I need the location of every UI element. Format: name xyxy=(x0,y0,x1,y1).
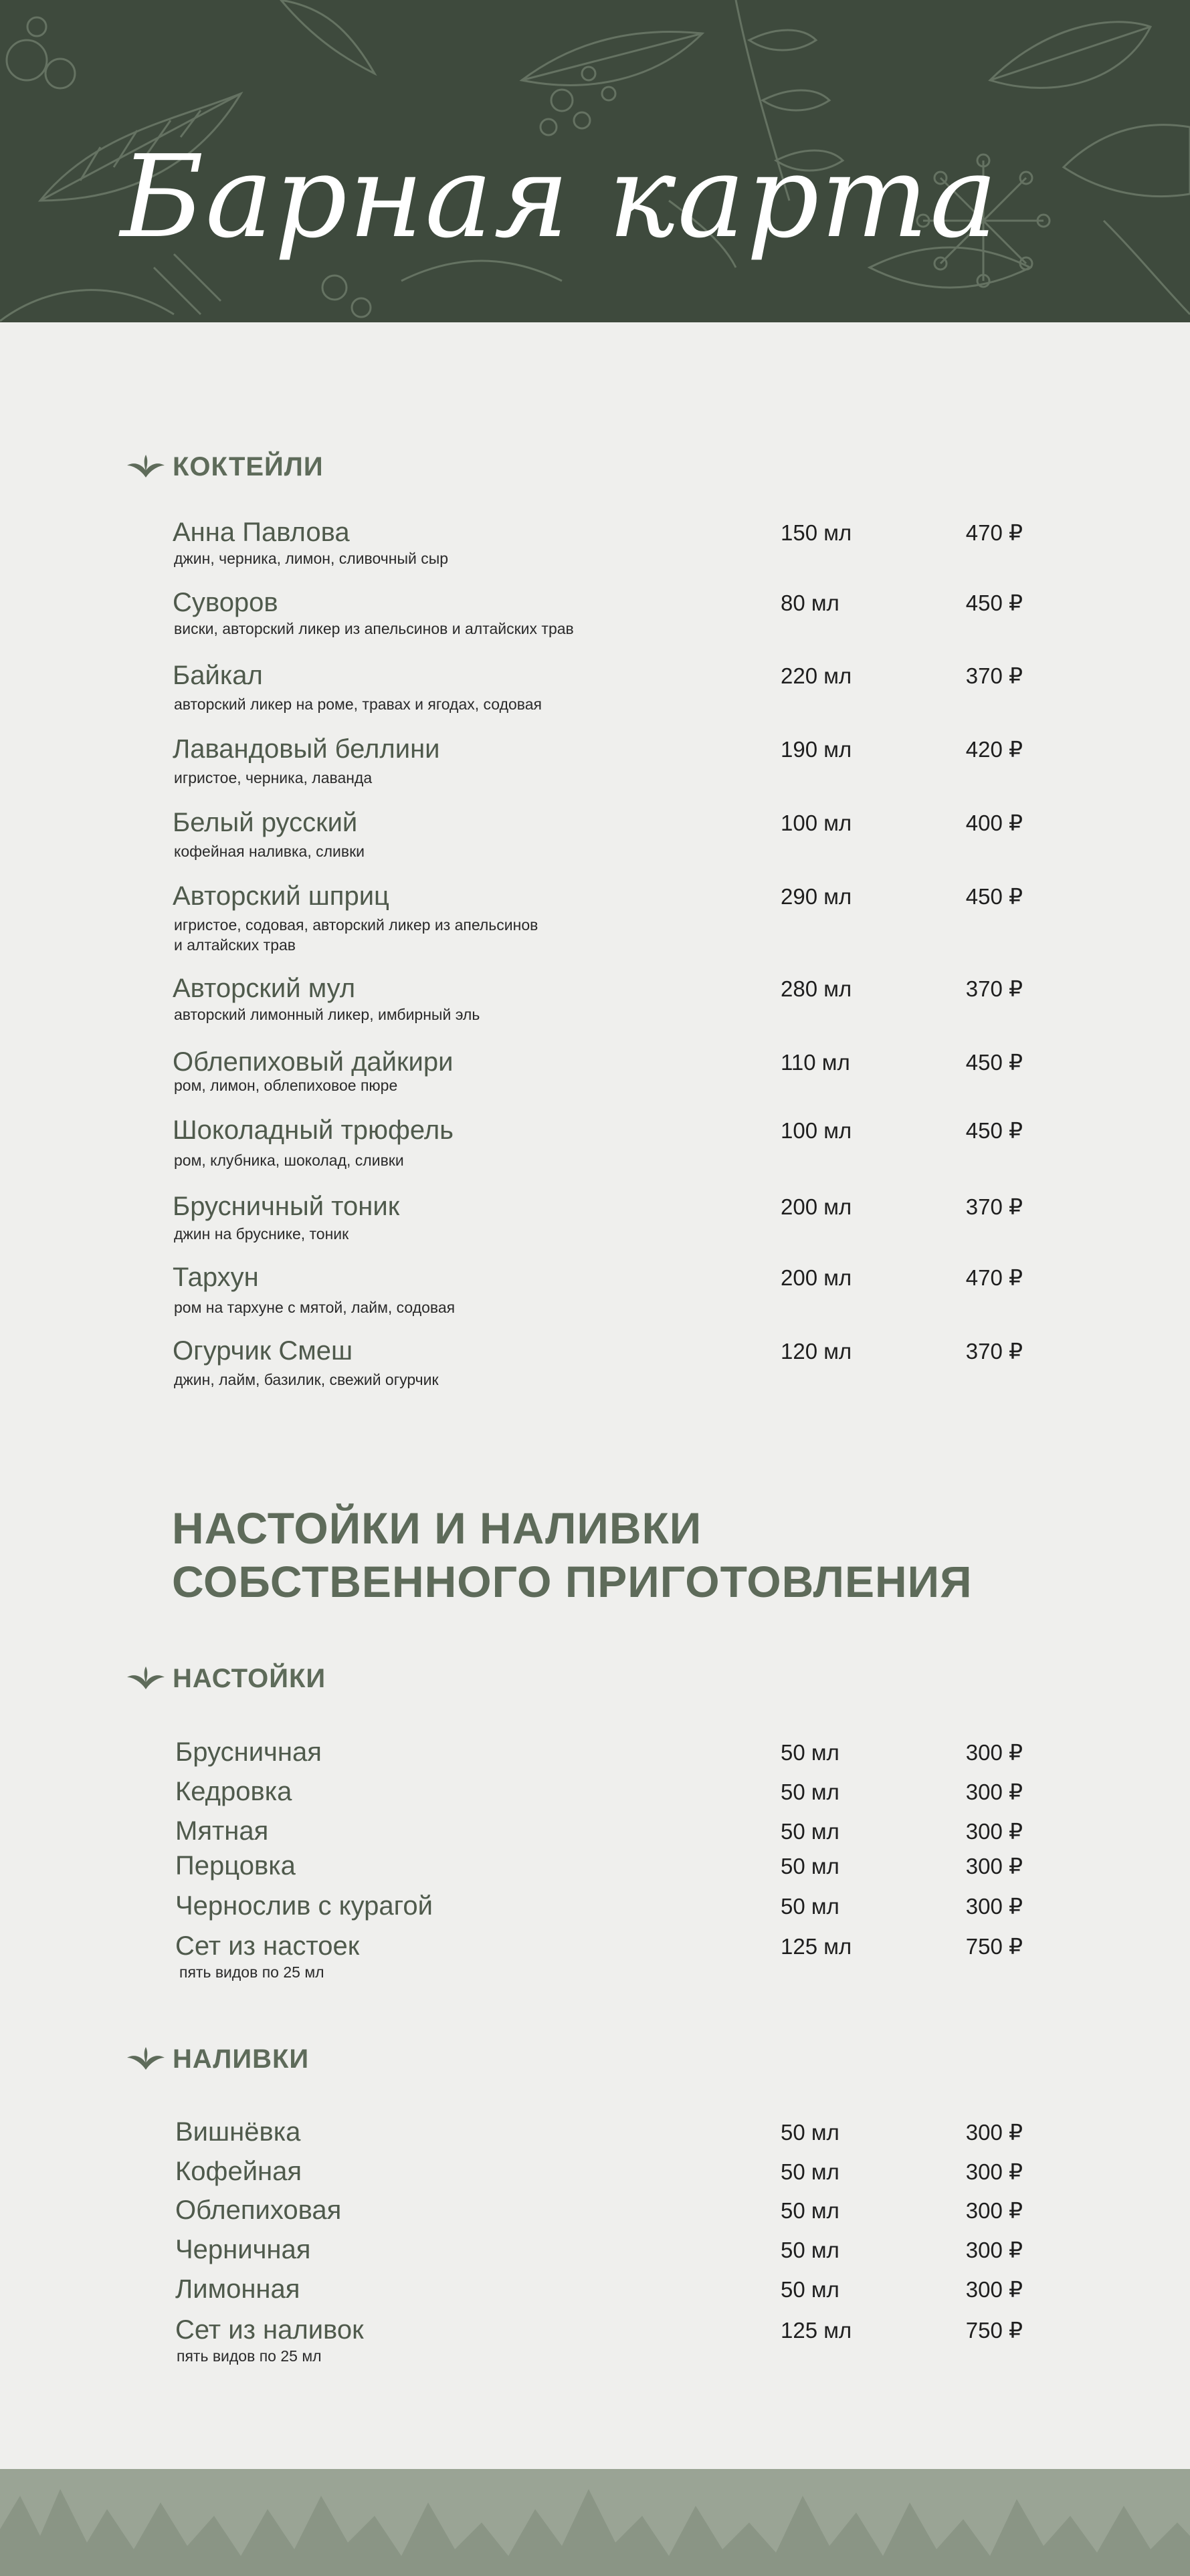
item-volume: 100 мл xyxy=(781,1118,852,1143)
item-name: Черничная xyxy=(175,2235,311,2264)
section-header-tinctures xyxy=(127,1658,326,1699)
item-price: 450 ₽ xyxy=(965,1118,1023,1143)
item-volume: 80 мл xyxy=(781,591,839,615)
item-price: 300 ₽ xyxy=(965,2159,1023,2184)
item-price: 370 ₽ xyxy=(965,976,1023,1001)
item-volume: 200 мл xyxy=(781,1194,852,1219)
item-price: 450 ₽ xyxy=(965,884,1023,909)
item-description: авторский лимонный ликер, имбирный эль xyxy=(174,1006,480,1023)
item-name: Суворов xyxy=(173,588,278,617)
forest-silhouette-decoration xyxy=(0,2469,1190,2576)
item-name: Брусничная xyxy=(175,1737,322,1767)
item-volume: 120 мл xyxy=(781,1339,852,1364)
item-description: авторский ликер на роме, травах и ягодах, содовая xyxy=(174,695,542,713)
footer-forest-strip xyxy=(0,2469,1190,2576)
section-title-liqueurs: НАЛИВКИ xyxy=(173,2044,310,2074)
item-name: Тархун xyxy=(173,1263,259,1292)
item-volume: 280 мл xyxy=(781,976,852,1001)
item-volume: 125 мл xyxy=(781,2318,852,2343)
homemade-section-title xyxy=(172,1501,973,1608)
item-name: Сет из настоек xyxy=(175,1931,360,1961)
item-name: Шоколадный трюфель xyxy=(173,1115,454,1145)
section-title-cocktails: КОКТЕЙЛИ xyxy=(173,451,324,481)
item-volume: 290 мл xyxy=(781,884,852,909)
item-volume: 50 мл xyxy=(781,1894,839,1919)
item-name: Огурчик Смеш xyxy=(173,1336,353,1366)
item-price: 300 ₽ xyxy=(965,1894,1023,1919)
item-description: виски, авторский ликер из апельсинов и алтайских трав xyxy=(174,620,574,637)
item-price: 300 ₽ xyxy=(965,1780,1023,1804)
item-description: джин, лайм, базилик, свежий огурчик xyxy=(174,1371,439,1388)
item-price: 450 ₽ xyxy=(965,591,1023,615)
item-volume: 200 мл xyxy=(781,1265,852,1290)
item-price: 420 ₽ xyxy=(965,737,1023,762)
item-price: 470 ₽ xyxy=(965,1265,1023,1290)
homemade-title-line-2: СОБСТВЕННОГО ПРИГОТОВЛЕНИЯ xyxy=(172,1557,973,1606)
item-volume: 50 мл xyxy=(781,2198,839,2223)
item-volume: 50 мл xyxy=(781,1854,839,1879)
item-volume: 110 мл xyxy=(781,1050,850,1075)
item-volume: 50 мл xyxy=(781,1780,839,1804)
section-header-cocktails xyxy=(127,447,324,487)
item-description-continued: и алтайских трав xyxy=(174,936,296,954)
item-name: Анна Павлова xyxy=(173,518,350,547)
item-volume: 220 мл xyxy=(781,663,852,688)
item-volume: 100 мл xyxy=(781,811,852,835)
item-name: Белый русский xyxy=(173,808,358,837)
item-name: Кедровка xyxy=(175,1777,292,1806)
item-volume: 50 мл xyxy=(781,2277,839,2302)
item-volume: 150 мл xyxy=(781,520,852,545)
item-name: Чернослив с курагой xyxy=(175,1891,433,1921)
item-price: 300 ₽ xyxy=(965,1819,1023,1844)
item-volume: 50 мл xyxy=(781,1819,839,1844)
item-volume: 50 мл xyxy=(781,2159,839,2184)
section-header-liqueurs xyxy=(127,2039,309,2079)
item-description: игристое, черника, лаванда xyxy=(174,769,373,786)
item-name: Сет из наливок xyxy=(175,2315,364,2345)
item-price: 300 ₽ xyxy=(965,2198,1023,2223)
item-volume: 50 мл xyxy=(781,1740,839,1765)
item-name: Брусничный тоник xyxy=(173,1192,400,1221)
item-name: Кофейная xyxy=(175,2157,302,2186)
item-description: пять видов по 25 мл xyxy=(179,1963,324,1981)
item-volume: 50 мл xyxy=(781,2120,839,2145)
item-description: ром на тархуне с мятой, лайм, содовая xyxy=(174,1299,456,1316)
item-name: Мятная xyxy=(175,1816,269,1846)
item-volume: 190 мл xyxy=(781,737,852,762)
homemade-title-line-1: НАСТОЙКИ И НАЛИВКИ xyxy=(172,1503,702,1553)
item-name: Лимонная xyxy=(175,2274,300,2304)
item-name: Авторский шприц xyxy=(173,881,389,911)
item-description: ром, клубника, шоколад, сливки xyxy=(174,1152,404,1169)
section-title-tinctures: НАСТОЙКИ xyxy=(173,1663,326,1693)
item-description: кофейная наливка, сливки xyxy=(174,843,365,860)
leaf-icon xyxy=(127,1665,165,1692)
item-volume: 50 мл xyxy=(781,2238,839,2262)
item-price: 300 ₽ xyxy=(965,1740,1023,1765)
item-price: 470 ₽ xyxy=(965,520,1023,545)
item-name: Облепиховая xyxy=(175,2195,342,2225)
item-name: Облепиховый дайкири xyxy=(173,1047,454,1077)
item-price: 400 ₽ xyxy=(965,811,1023,835)
item-volume: 125 мл xyxy=(781,1934,852,1959)
leaf-icon xyxy=(127,2046,165,2072)
item-price: 370 ₽ xyxy=(965,1339,1023,1364)
item-name: Вишнёвка xyxy=(175,2117,301,2147)
item-description: джин, черника, лимон, сливочный сыр xyxy=(174,550,449,567)
item-description: пять видов по 25 мл xyxy=(177,2347,322,2365)
item-price: 300 ₽ xyxy=(965,1854,1023,1879)
item-price: 370 ₽ xyxy=(965,1194,1023,1219)
item-price: 750 ₽ xyxy=(965,1934,1023,1959)
item-description: джин на бруснике, тоник xyxy=(174,1225,349,1243)
item-name: Авторский мул xyxy=(173,974,356,1003)
item-price: 450 ₽ xyxy=(965,1050,1023,1075)
item-price: 300 ₽ xyxy=(965,2120,1023,2145)
item-price: 370 ₽ xyxy=(965,663,1023,688)
item-price: 750 ₽ xyxy=(965,2318,1023,2343)
menu-title: Барная карта xyxy=(120,131,999,263)
item-name: Лавандовый беллини xyxy=(173,734,440,764)
item-price: 300 ₽ xyxy=(965,2238,1023,2262)
header-banner xyxy=(0,0,1190,322)
item-name: Байкал xyxy=(173,661,263,690)
item-price: 300 ₽ xyxy=(965,2277,1023,2302)
item-name: Перцовка xyxy=(175,1851,296,1881)
item-description: игристое, содовая, авторский ликер из апельсинов xyxy=(174,916,538,934)
item-description: ром, лимон, облепиховое пюре xyxy=(174,1077,398,1094)
leaf-icon xyxy=(127,453,165,480)
